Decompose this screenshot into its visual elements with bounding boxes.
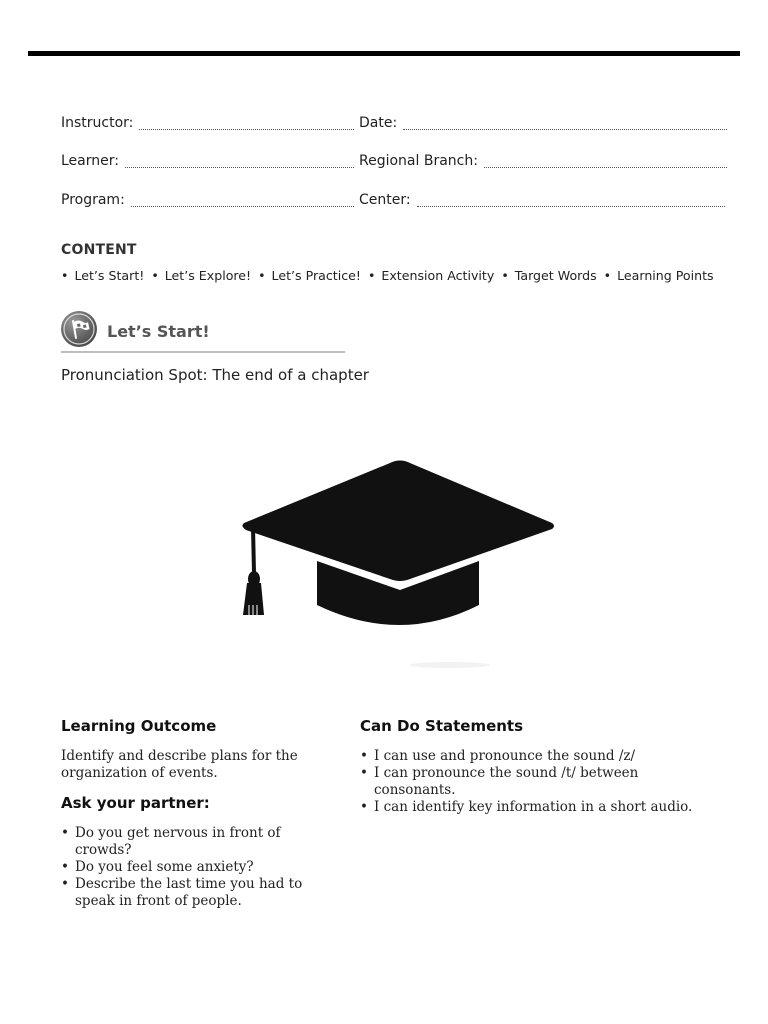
- learner-field[interactable]: [61, 151, 354, 171]
- learning-outcome-heading: Learning Outcome: [61, 717, 217, 735]
- instructor-line[interactable]: [139, 128, 354, 130]
- center-line[interactable]: [417, 205, 725, 207]
- instructor-field[interactable]: [61, 113, 354, 133]
- program-label: Program:: [61, 192, 125, 208]
- list-item: • I can use and pronounce the sound /z/: [360, 748, 730, 765]
- right-column: [360, 716, 730, 816]
- list-item: • Describe the last time you had to speak in front of people.: [61, 876, 341, 910]
- content-heading: CONTENT: [61, 242, 137, 258]
- content-item-target-words: • Target Words: [501, 268, 596, 283]
- can-do-list: [360, 748, 730, 816]
- learner-label: Learner:: [61, 153, 119, 169]
- content-item-learning-points: • Learning Points: [604, 268, 714, 283]
- program-line[interactable]: [131, 205, 354, 207]
- date-label: Date:: [359, 115, 398, 131]
- learning-outcome-text: Identify and describe plans for the organization of events.: [61, 748, 298, 781]
- list-item: • I can identify key information in a short audio.: [360, 799, 730, 816]
- content-item-extension-activity: • Extension Activity: [368, 268, 494, 283]
- regional-branch-field[interactable]: [359, 151, 727, 171]
- center-field[interactable]: [359, 190, 725, 210]
- program-field[interactable]: [61, 190, 354, 210]
- date-line[interactable]: [403, 128, 727, 130]
- instructor-label: Instructor:: [61, 115, 134, 131]
- list-item: • Do you feel some anxiety?: [61, 859, 341, 876]
- regional-branch-label: Regional Branch:: [359, 153, 478, 169]
- left-column: [61, 716, 341, 910]
- section-title: Let’s Start!: [107, 322, 210, 341]
- content-list: [61, 268, 721, 283]
- flag-icon: [61, 311, 97, 347]
- section-subtitle: Pronunciation Spot: The end of a chapter: [61, 366, 369, 384]
- graduation-cap-icon: [240, 455, 560, 694]
- can-do-heading: Can Do Statements: [360, 717, 524, 735]
- content-item-lets-practice: • Let’s Practice!: [258, 268, 361, 283]
- date-field[interactable]: [359, 113, 727, 133]
- ask-partner-list: [61, 825, 341, 910]
- center-label: Center:: [359, 192, 411, 208]
- content-item-lets-start: • Let’s Start!: [61, 268, 144, 283]
- learner-line[interactable]: [125, 166, 354, 168]
- content-item-lets-explore: • Let’s Explore!: [151, 268, 251, 283]
- regional-branch-line[interactable]: [484, 166, 727, 168]
- top-rule: [28, 51, 740, 56]
- list-item: • I can pronounce the sound /t/ between consonants.: [360, 765, 664, 799]
- ask-partner-heading: Ask your partner:: [61, 794, 210, 812]
- section-header: [61, 311, 345, 353]
- list-item: • Do you get nervous in front of crowds?: [61, 825, 341, 859]
